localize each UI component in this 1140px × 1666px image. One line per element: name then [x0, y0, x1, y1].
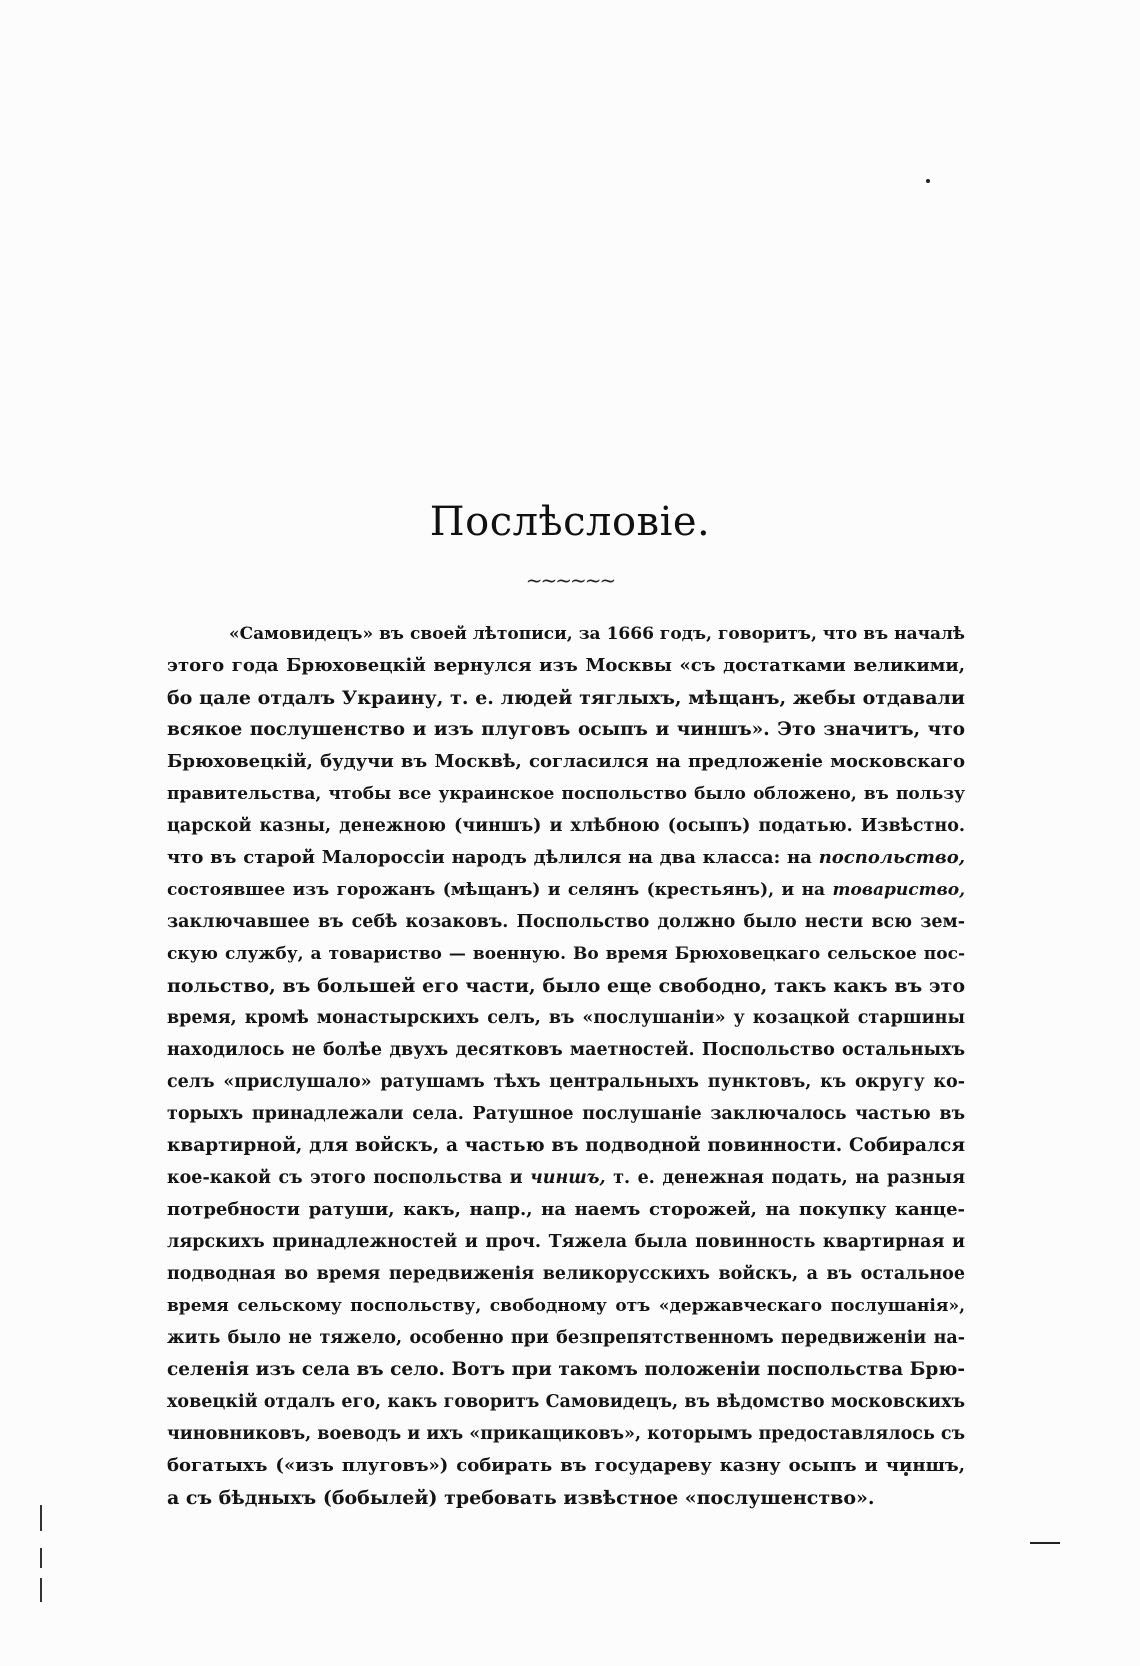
- text-line: скую службу, а товариство — военную. Во время Брюховецкаго сельское пос-: [167, 944, 965, 964]
- text-line: польство, въ большей его части, было еще свободно, такъ какъ въ это: [167, 975, 965, 997]
- text-line: время сельскому поспольству, свободному отъ «державческаго послушанія»,: [167, 1296, 965, 1316]
- text-line: правительства, чтобы все украинское поспольство было обложено, въ пользу: [167, 784, 965, 804]
- text-segment: кое-какой съ этого поспольства и: [167, 1168, 523, 1188]
- text-line: находилось не болѣе двухъ десятковъ маетностей. Поспольство остальныхъ: [167, 1040, 965, 1060]
- text-line-with-italic: [167, 874, 965, 906]
- text-line: квартирной, для войскъ, а частью въ подводной повинности. Собирался: [167, 1135, 965, 1156]
- margin-tick: [40, 1578, 42, 1602]
- text-line: бо цале отдалъ Украину, т. е. людей тяглыхъ, мѣщанъ, жебы отдавали: [167, 687, 965, 709]
- text-line: заключавшее въ себѣ козаковъ. Поспольство должно было нести всю зем-: [167, 912, 965, 932]
- text-line: селенія изъ села въ село. Вотъ при такомъ положеніи поспольства Брю-: [167, 1359, 965, 1380]
- text-line: чиновниковъ, воеводъ и ихъ «прикащиковъ», которымъ предоставлялось съ: [167, 1424, 965, 1444]
- text-segment: т. е. денежная подать, на разныя: [613, 1168, 966, 1188]
- italic-term: товариство,: [832, 880, 966, 900]
- text-line: а съ бѣдныхъ (бобылей) требовать извѣстное «послушенство».: [167, 1487, 875, 1509]
- text-line: жить было не тяжело, особенно при безпрепятственномъ передвиженіи на-: [167, 1328, 965, 1348]
- text-line: этого года Брюховецкій вернулся изъ Москвы «съ достатками великими,: [167, 655, 965, 676]
- text-line: «Самовидецъ» въ своей лѣтописи, за 1666 годъ, говоритъ, что въ началѣ: [229, 624, 965, 644]
- ink-speck: [926, 179, 930, 183]
- text-line: время, кромѣ монастырскихъ селъ, въ «послушаніи» у козацкой старшины: [167, 1008, 965, 1028]
- text-segment: что въ старой Малороссіи народъ дѣлился на два класса: на: [167, 847, 812, 868]
- margin-tick: [40, 1505, 42, 1531]
- text-line: торыхъ принадлежали села. Ратушное послушаніе заключалось частью въ: [167, 1104, 965, 1124]
- margin-dash: [1030, 1542, 1060, 1544]
- page-title: Послѣсловіе.: [429, 499, 711, 545]
- text-line: подводная во время передвиженія великорусскихъ войскъ, а въ остальное: [167, 1264, 965, 1284]
- text-line: богатыхъ («изъ плуговъ») собирать въ государеву казну осыпъ и чиншъ,: [167, 1455, 965, 1476]
- italic-term: чиншъ,: [530, 1168, 606, 1188]
- text-line: царской казны, денежною (чиншъ) и хлѣбною (осыпъ) податью. Извѣстно.: [167, 816, 965, 836]
- text-line: селъ «прислушало» ратушамъ тѣхъ центральныхъ пунктовъ, къ округу ко-: [167, 1072, 965, 1092]
- afterword-text: [167, 618, 965, 1514]
- text-line-with-italic: [167, 1162, 965, 1194]
- italic-term: поспольство,: [818, 847, 965, 868]
- text-line-with-italic: [167, 842, 965, 874]
- margin-tick: [40, 1548, 42, 1568]
- text-line: потребности ратуши, какъ, напр., на наемъ сторожей, на покупку канце-: [167, 1199, 965, 1220]
- title-ornament: ~~~~~~: [525, 568, 615, 592]
- text-line: Брюховецкій, будучи въ Москвѣ, согласился на предложеніе московскаго: [167, 751, 965, 772]
- text-segment: состоявшее изъ горожанъ (мѣщанъ) и селянъ (крестьянъ), и на: [167, 880, 826, 900]
- text-line: ховецкій отдалъ его, какъ говоритъ Самовидецъ, въ вѣдомство московскихъ: [167, 1392, 965, 1412]
- text-line: лярскихъ принадлежностей и проч. Тяжела была повинность квартирная и: [167, 1232, 965, 1252]
- text-line: всякое послушенство и изъ плуговъ осыпъ и чиншъ». Это значитъ, что: [167, 719, 965, 740]
